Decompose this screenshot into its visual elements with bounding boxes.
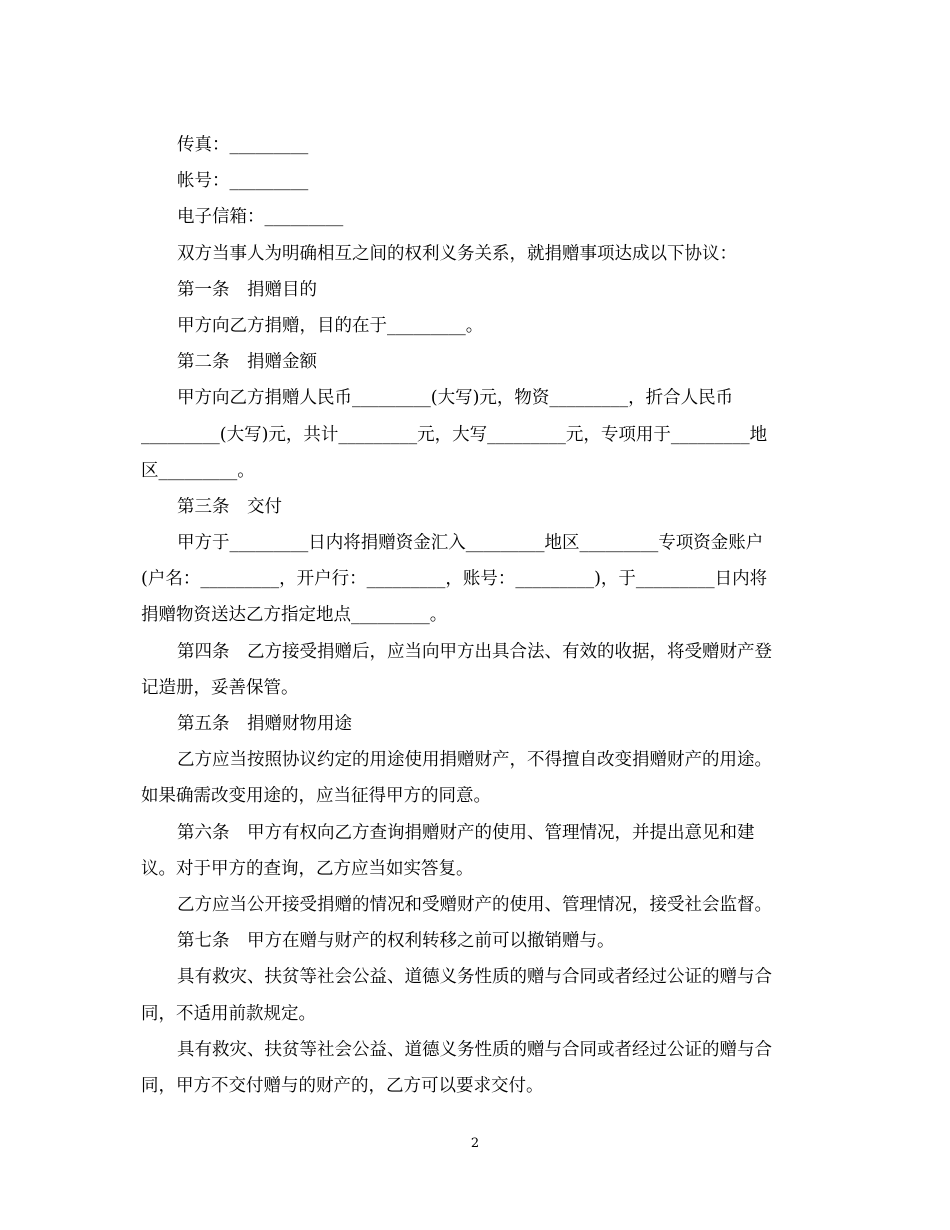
article-1-text: 甲方向乙方捐赠，目的在于_________。 [177, 315, 484, 336]
article-4-text-line-2: 记造册，妥善保管。 [141, 677, 299, 698]
account-line: 帐号：_________ [177, 171, 309, 192]
article-2-text-line-1: 甲方向乙方捐赠人民币_________(大写)元，物资_________，折合人民币 [177, 388, 734, 409]
article-7-clause-1-line-1: 具有救灾、扶贫等社会公益、道德义务性质的赠与合同或者经过公证的赠与合 [177, 967, 772, 988]
article-5-text-line-2: 如果确需改变用途的，应当征得甲方的同意。 [141, 786, 491, 807]
document-body [141, 127, 813, 1104]
article-3-heading: 第三条 交付 [177, 496, 282, 517]
article-4-text-line-1: 第四条 乙方接受捐赠后，应当向甲方出具合法、有效的收据，将受赠财产登 [177, 641, 772, 662]
article-2-text-line-3: 区_________。 [141, 460, 255, 481]
article-3-text-line-3: 捐赠物资送达乙方指定地点_________。 [141, 605, 448, 626]
article-7-text: 第七条 甲方在赠与财产的权利转移之前可以撤销赠与。 [177, 931, 615, 952]
fax-line: 传真：_________ [177, 135, 309, 155]
article-6-text-line-3: 乙方应当公开接受捐赠的情况和受赠财产的使用、管理情况，接受社会监督。 [177, 894, 772, 915]
article-7-clause-2-line-1: 具有救灾、扶贫等社会公益、道德义务性质的赠与合同或者经过公证的赠与合 [177, 1039, 772, 1060]
article-1-heading: 第一条 捐赠目的 [177, 279, 317, 300]
article-2-heading: 第二条 捐赠金额 [177, 352, 317, 373]
article-7-clause-2-line-2: 同，甲方不交付赠与的财产的，乙方可以要求交付。 [141, 1075, 544, 1096]
article-7-clause-1-line-2: 同，不适用前款规定。 [141, 1003, 316, 1024]
article-6-text-line-2: 议。对于甲方的查询，乙方应当如实答复。 [141, 858, 474, 879]
article-2-text-line-2: _________(大写)元，共计_________元，大写_________元，专项用于_________地 [141, 424, 768, 445]
article-5-text-line-1: 乙方应当按照协议约定的用途使用捐赠财产，不得擅自改变捐赠财产的用途。 [177, 750, 772, 771]
agreement-intro: 双方当事人为明确相互之间的权利义务关系，就捐赠事项达成以下协议： [177, 243, 737, 264]
article-3-text-line-2: (户名：_________，开户行：_________，账号：_________)，于_________日内将 [141, 569, 768, 590]
page-number: 2 [470, 1136, 480, 1151]
article-5-heading: 第五条 捐赠财物用途 [177, 714, 352, 734]
article-3-text-line-1: 甲方于_________日内将捐赠资金汇入_________地区_________专项资金账户 [177, 533, 764, 554]
article-6-text-line-1: 第六条 甲方有权向乙方查询捐赠财产的使用、管理情况，并提出意见和建 [177, 822, 755, 843]
email-line: 电子信箱：_________ [177, 207, 344, 228]
